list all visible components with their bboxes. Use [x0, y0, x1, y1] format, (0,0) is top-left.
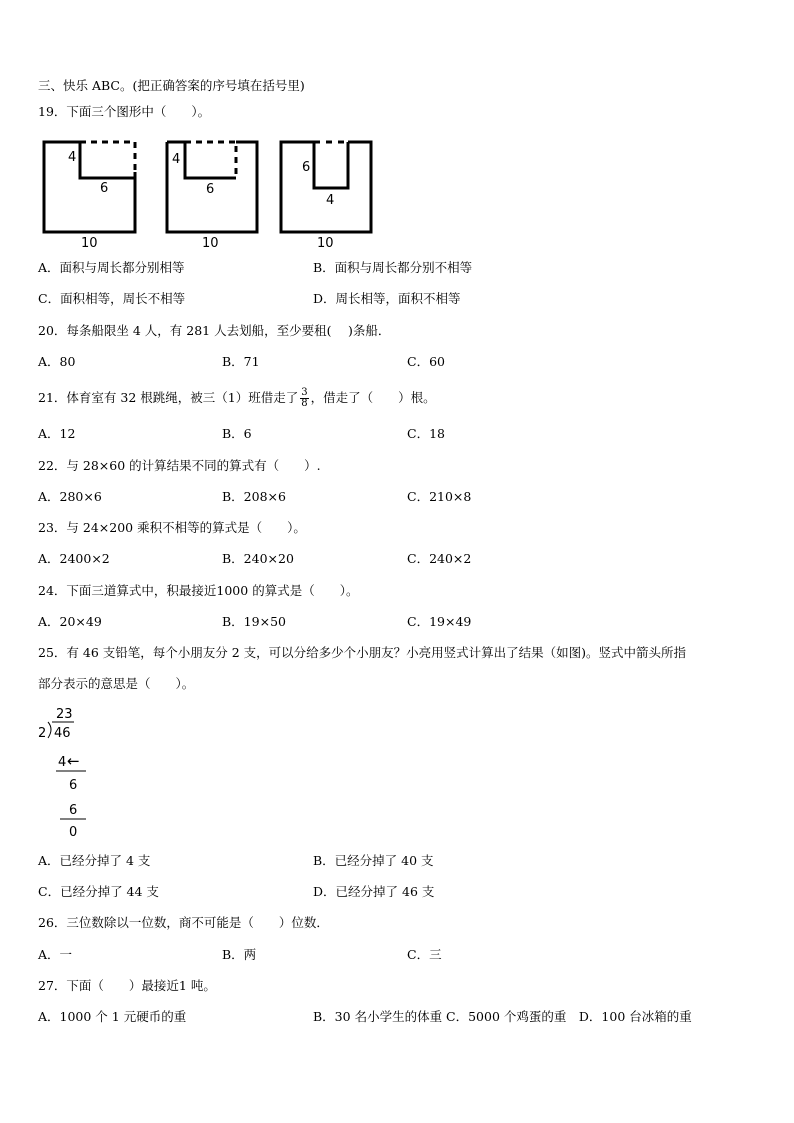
figure-shapes: [30, 130, 430, 255]
q19-option-d: D．周长相等，面积不相等: [313, 291, 461, 306]
question-23-stem: 23．与 24×200 乘积不相等的算式是（ ）。: [38, 520, 306, 535]
figure-3-bottom-label: 10: [317, 236, 334, 251]
q23-option-b: B．240×20: [222, 551, 294, 566]
fraction-three-eighths: [300, 388, 308, 409]
question-24-stem: 24．下面三道算式中，积最接近1000 的算式是（ ）。: [38, 583, 359, 598]
q20-option-b: B．71: [222, 354, 260, 369]
division-step-1: 4: [58, 755, 67, 770]
figure-1-left-label: 4: [68, 150, 77, 165]
q25-option-c: C．已经分掉了 44 支: [38, 884, 159, 899]
q20-option-a: A．80: [38, 354, 76, 369]
q26-option-b: B．两: [222, 947, 257, 962]
figure-3-inner-label: 4: [326, 193, 335, 208]
question-19-stem: 19．下面三个图形中（ ）。: [38, 104, 211, 119]
division-remainder: 0: [69, 825, 78, 839]
q21-option-c: C．18: [407, 426, 445, 441]
long-division-figure: [34, 704, 144, 839]
figure-1-inner-label: 6: [100, 181, 109, 196]
q26-option-a: A．一: [38, 947, 73, 962]
question-25-stem-line2: 部分表示的意思是（ ）。: [38, 676, 195, 691]
q19-option-c: C．面积相等，周长不相等: [38, 291, 186, 306]
figure-2-inner-label: 6: [206, 182, 215, 197]
question-27-stem: 27．下面（ ）最接近1 吨。: [38, 978, 216, 993]
division-step-3: 6: [69, 803, 78, 818]
q24-option-a: A．20×49: [38, 614, 102, 629]
figure-1: [44, 142, 135, 251]
q25-option-a: A．已经分掉了 4 支: [38, 853, 151, 868]
q21-option-a: A．12: [38, 426, 76, 441]
section-title: 三、快乐 ABC。(把正确答案的序号填在括号里): [38, 78, 305, 93]
question-26-stem: 26．三位数除以一位数，商不可能是（ ）位数．: [38, 915, 329, 930]
division-arrow: ←: [67, 752, 80, 770]
q20-option-c: C．60: [407, 354, 445, 369]
fraction-denominator: 8: [301, 398, 308, 409]
question-25-stem-line1: 25．有 46 支铅笔，每个小朋友分 2 支，可以分给多少个小朋友？小亮用竖式计算出了结果（如图)。竖式中箭头所指: [38, 645, 687, 660]
q23-option-a: A．2400×2: [38, 551, 110, 566]
question-21-stem: [38, 384, 436, 412]
q21-option-b: B．6: [222, 426, 252, 441]
question-20-stem: 20．每条船限坐 4 人，有 281 人去划船，至少要租( )条船．: [38, 323, 391, 338]
q19-option-a: A．面积与周长都分别相等: [38, 260, 185, 275]
division-divisor: 2: [38, 726, 47, 741]
q23-option-c: C．240×2: [407, 551, 472, 566]
q26-option-c: C．三: [407, 947, 442, 962]
figure-2: [167, 142, 257, 251]
q25-option-d: D．已经分掉了 46 支: [313, 884, 435, 899]
q25-option-b: B．已经分掉了 40 支: [313, 853, 434, 868]
q21-stem-before: 21．体育室有 32 根跳绳，被三（1）班借走了: [38, 390, 299, 405]
division-step-2: 6: [69, 778, 78, 793]
q19-option-b: B．面积与周长都分别不相等: [313, 260, 473, 275]
q24-option-c: C．19×49: [407, 614, 472, 629]
q24-option-b: B．19×50: [222, 614, 286, 629]
figure-1-bottom-label: 10: [81, 236, 98, 251]
division-dividend: 46: [54, 726, 71, 741]
q27-option-bcd: B．30 名小学生的体重 C．5000 个鸡蛋的重 D．100 台冰箱的重: [313, 1009, 692, 1024]
q27-option-a: A．1000 个 1 元硬币的重: [38, 1009, 187, 1024]
q22-option-b: B．208×6: [222, 489, 286, 504]
q22-option-a: A．280×6: [38, 489, 102, 504]
q21-stem-after: ，借走了（ ）根。: [310, 390, 436, 405]
figure-2-left-label: 4: [172, 152, 181, 167]
figure-2-bottom-label: 10: [202, 236, 219, 251]
division-quotient: 23: [56, 707, 73, 722]
q22-option-c: C．210×8: [407, 489, 472, 504]
fraction-numerator: 3: [301, 387, 308, 398]
figure-3-left-label: 6: [302, 160, 311, 175]
question-22-stem: 22．与 28×60 的计算结果不同的算式有（ ）.: [38, 458, 321, 473]
figure-3: [281, 142, 371, 251]
